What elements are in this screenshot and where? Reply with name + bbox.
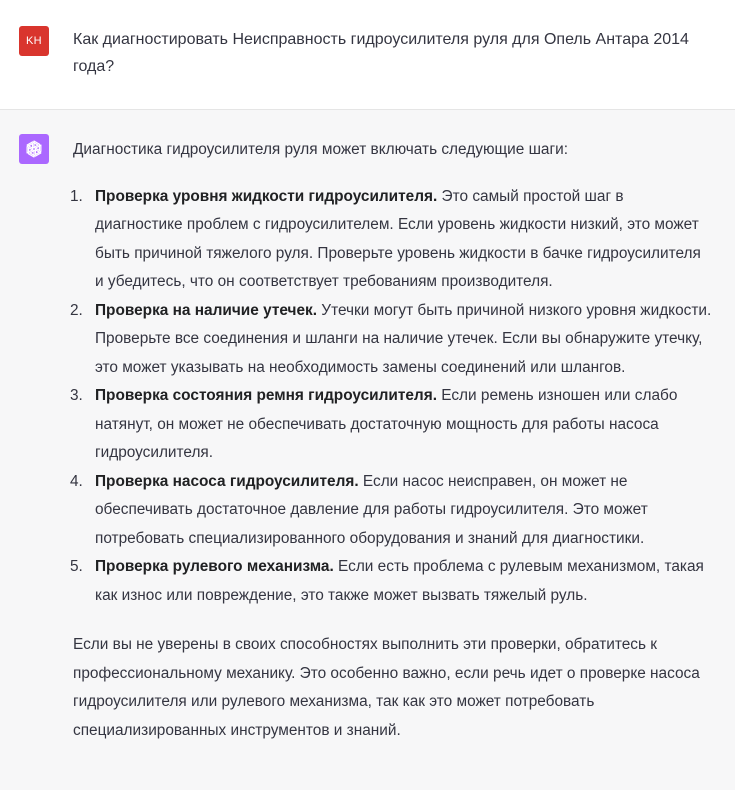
step-text: Если есть проблема с рулевым механизмом, такая как износ или повреждение, это также может вызвать тяжелый руль. — [95, 558, 704, 604]
step-title: Проверка рулевого механизма. — [95, 558, 334, 575]
user-avatar-initials: KH — [26, 35, 42, 47]
user-message-text: Как диагностировать Неисправность гидроусилителя руля для Опель Антара 2014 года? — [73, 31, 689, 75]
step-title: Проверка уровня жидкости гидроусилителя. — [95, 187, 438, 205]
step-number: 5. — [70, 558, 83, 575]
step-number: 4. — [70, 472, 83, 490]
assistant-message — [0, 110, 735, 790]
list-item — [70, 183, 713, 297]
response-closing: Если вы не уверены в своих способностях выполнить эти проверки, обратитесь к профессиональному механику. Это особенно важно, если речь идет о проверке насоса гидроусилителя или рулевого механизма, так как это может потребовать специализированных инструментов и знаний. — [73, 636, 700, 739]
step-number: 3. — [70, 387, 83, 404]
user-message — [0, 0, 735, 110]
list-item — [70, 468, 713, 554]
list-item — [70, 382, 713, 468]
step-title: Проверка насоса гидроусилителя. — [95, 472, 359, 490]
response-intro: Диагностика гидроусилителя руля может включать следующие шаги: — [73, 141, 568, 158]
list-item — [70, 553, 713, 610]
openai-logo-icon — [24, 139, 44, 159]
assistant-response — [70, 136, 713, 745]
diagnostic-steps-list — [70, 183, 713, 611]
step-text: Если насос неисправен, он может не обеспечивать достаточное давление для работы гидроусилителя. Это может потребовать специализированного оборудования и знаний для диагностики. — [95, 472, 648, 547]
step-number: 2. — [70, 301, 83, 319]
user-avatar — [19, 26, 49, 56]
step-number: 1. — [70, 187, 83, 205]
step-title: Проверка состояния ремня гидроусилителя. — [95, 387, 437, 404]
step-text: Утечки могут быть причиной низкого уровня жидкости. Проверьте все соединения и шланги на наличие утечек. Если вы обнаружите утечку, это может указывать на необходимость замены соединений или шлангов. — [95, 301, 712, 376]
step-title: Проверка на наличие утечек. — [95, 301, 318, 319]
list-item — [70, 297, 713, 383]
assistant-avatar — [19, 134, 49, 164]
step-text: Это самый простой шаг в диагностике проблем с гидроусилителем. Если уровень жидкости низкий, это может быть причиной тяжелого руля. Проверьте уровень жидкости в бачке гидроусилителя и убедитесь, что он соответствует требованиям производителя. — [95, 187, 701, 290]
step-text: Если ремень изношен или слабо натянут, он может не обеспечивать достаточную мощность для работы насоса гидроусилителя. — [95, 387, 678, 461]
